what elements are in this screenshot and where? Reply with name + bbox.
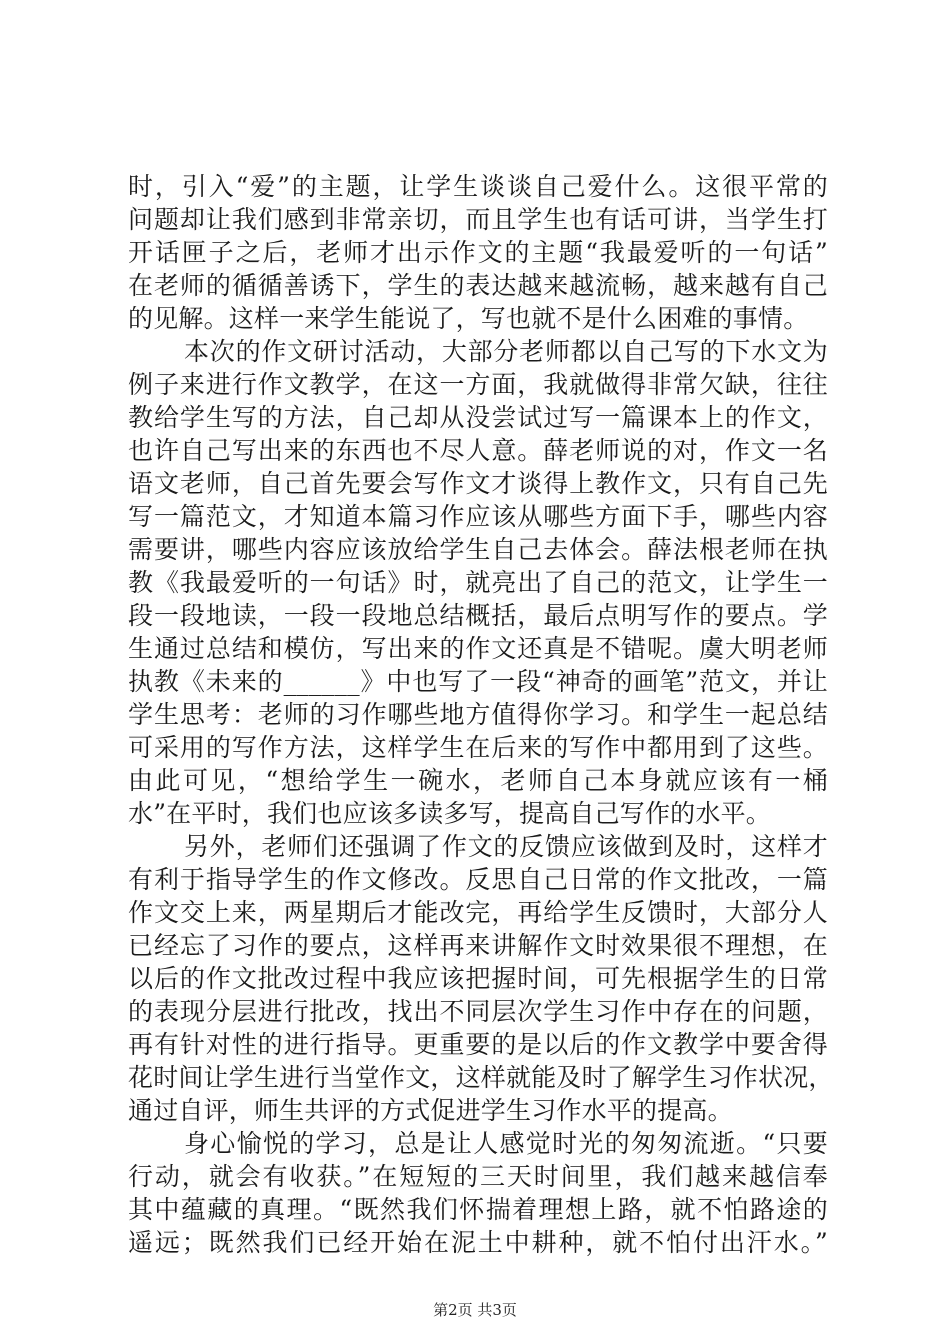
text-line: 有利于指导学生的作文修改。反思自己日常的作文批改，一篇 (128, 865, 828, 894)
text-line: 本次的作文研讨活动，大部分老师都以自己写的下水文为 (184, 337, 828, 366)
text-line: 遥远；既然我们已经开始在泥土中耕种，就不怕付出汗水。” (128, 1228, 828, 1257)
text-line: 写一篇范文，才知道本篇习作应该从哪些方面下手，哪些内容 (128, 502, 828, 531)
text-line: 已经忘了习作的要点，这样再来讲解作文时效果很不理想，在 (128, 931, 828, 960)
text-line: 以后的作文批改过程中我应该把握时间，可先根据学生的日常 (128, 964, 828, 993)
text-line: 可采用的写作方法，这样学生在后来的写作中都用到了这些。 (128, 733, 828, 762)
text-line: 开话匣子之后，老师才出示作文的主题“我最爱听的一句话” (128, 238, 828, 267)
text-line: 行动，就会有收获。”在短短的三天时间里，我们越来越信奉 (128, 1162, 828, 1191)
text-line: 教《我最爱听的一句话》时，就亮出了自己的范文，让学生一 (128, 568, 828, 597)
text-line: 其中蕴藏的真理。“既然我们怀揣着理想上路，就不怕路途的 (128, 1195, 828, 1224)
document-body (128, 170, 834, 1259)
text-line: 通过自评，师生共评的方式促进学生习作水平的提高。 (128, 1096, 733, 1125)
text-line: 问题却让我们感到非常亲切，而且学生也有话可讲，当学生打 (128, 205, 828, 234)
text-line: 另外，老师们还强调了作文的反馈应该做到及时，这样才 (184, 832, 828, 861)
text-line: 花时间让学生进行当堂作文，这样就能及时了解学生习作状况， (128, 1063, 834, 1092)
text-line: 的见解。这样一来学生能说了，写也就不是什么困难的事情。 (128, 304, 809, 333)
text-line: 生通过总结和模仿，写出来的作文还真是不错呢。虞大明老师 (128, 634, 828, 663)
text-line: 再有针对性的进行指导。更重要的是以后的作文教学中要舍得 (128, 1030, 828, 1059)
text-line: 在老师的循循善诱下，学生的表达越来越流畅，越来越有自己 (128, 271, 828, 300)
text-line: 执教《未来的______》中也写了一段“神奇的画笔”范文，并让 (128, 667, 828, 696)
text-line: 由此可见，“想给学生一碗水，老师自己本身就应该有一桶 (128, 766, 828, 795)
text-line: 的表现分层进行批改，找出不同层次学生习作中存在的问题， (128, 997, 828, 1026)
text-line: 作文交上来，两星期后才能改完，再给学生反馈时，大部分人 (128, 898, 828, 927)
text-line: 水”在平时，我们也应该多读多写，提高自己写作的水平。 (128, 799, 771, 828)
text-line: 教给学生写的方法，自己却从没尝试过写一篇课本上的作文， (128, 403, 828, 432)
text-line: 学生思考：老师的习作哪些地方值得你学习。和学生一起总结 (128, 700, 828, 729)
text-line: 例子来进行作文教学，在这一方面，我就做得非常欠缺，往往 (128, 370, 828, 399)
text-line: 时，引入“爱”的主题，让学生谈谈自己爱什么。这很平常的 (128, 172, 828, 201)
text-line: 身心愉悦的学习，总是让人感觉时光的匆匆流逝。“只要 (184, 1129, 828, 1158)
text-line: 需要讲，哪些内容应该放给学生自己去体会。薛法根老师在执 (128, 535, 828, 564)
page-number-label: 第2页 共3页 (433, 1301, 517, 1319)
page-footer (0, 1300, 950, 1320)
text-line: 也许自己写出来的东西也不尽人意。薛老师说的对，作文一名 (128, 436, 828, 465)
text-line: 语文老师，自己首先要会写作文才谈得上教作文，只有自己先 (128, 469, 828, 498)
text-line: 段一段地读，一段一段地总结概括，最后点明写作的要点。学 (128, 601, 828, 630)
